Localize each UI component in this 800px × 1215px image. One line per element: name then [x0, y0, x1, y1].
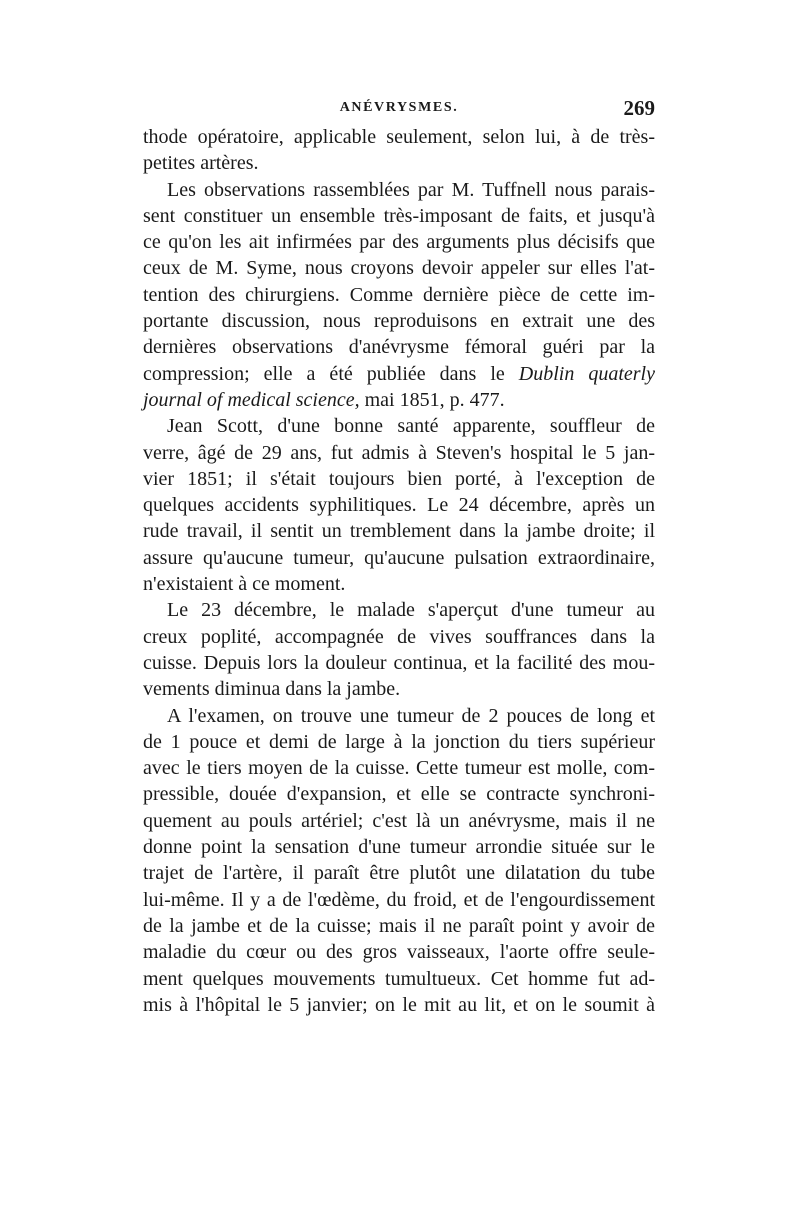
text-line: petites artères.: [143, 152, 259, 175]
text-line: ment quelques mouvements tumultueux. Cet homme fut ad-: [143, 967, 655, 990]
text-line: donne point la sensation d'une tumeur arrondie située sur le: [143, 836, 655, 859]
text-line: de la jambe et de la cuisse; mais il ne paraît point y avoir de: [143, 914, 655, 937]
book-page: [143, 96, 655, 1018]
running-title: ANÉVRYSMES.: [339, 100, 459, 115]
text-line: de 1 pouce et demi de large à la jonction du tiers supérieur: [143, 730, 655, 753]
text-line: thode opératoire, applicable seulement, selon lui, à de très-: [143, 126, 655, 148]
text-segment: mai 1851, p. 477.: [359, 388, 505, 411]
page-number: 269: [623, 96, 655, 120]
text-line: rude travail, il sentit un tremblement dans la jambe droite; il: [143, 520, 655, 543]
text-line: Les observations rassemblées par M. Tuffnell nous parais-: [167, 178, 655, 201]
text-line: lui-même. Il y a de l'œdème, du froid, et de l'engourdissement: [143, 888, 655, 911]
text-line: trajet de l'artère, il paraît être plutôt une dilatation du tube: [143, 862, 655, 885]
text-line: maladie du cœur ou des gros vaisseaux, l'aorte offre seule-: [143, 941, 655, 964]
text-line: ce qu'on les ait infirmées par des arguments plus décisifs que: [143, 231, 655, 254]
journal-title-part: Dublin quaterly: [518, 362, 655, 385]
text-line: dernières observations d'anévrysme fémoral guéri par la: [143, 336, 655, 359]
text-segment: compression; elle a été publiée dans le: [143, 362, 519, 385]
text-line: tention des chirurgiens. Comme dernière pièce de cette im-: [143, 283, 655, 306]
text-line: quement au pouls artériel; c'est là un anévrysme, mais il ne: [143, 809, 655, 832]
text-line: pressible, douée d'expansion, et elle se contracte synchroni-: [143, 783, 655, 806]
text-line: assure qu'aucune tumeur, qu'aucune pulsation extraordinaire,: [143, 546, 655, 569]
text-line: n'existaient à ce moment.: [143, 573, 346, 596]
text-line: creux poplité, accompagnée de vives souffrances dans la: [143, 625, 655, 648]
text-line: vier 1851; il s'était toujours bien porté, à l'exception de: [143, 467, 655, 490]
text-line: vements diminua dans la jambe.: [143, 678, 401, 701]
text-line: cuisse. Depuis lors la douleur continua, et la facilité des mou-: [143, 651, 655, 674]
text-line: mis à l'hôpital le 5 janvier; on le mit au lit, et on le soumit à: [143, 993, 655, 1016]
text-line: verre, âgé de 29 ans, fut admis à Steven's hospital le 5 jan-: [143, 441, 655, 464]
text-line: [143, 361, 655, 387]
running-header: [143, 96, 655, 126]
text-line: portante discussion, nous reproduisons en extrait une des: [143, 310, 655, 333]
text-line: quelques accidents syphilitiques. Le 24 décembre, après un: [143, 494, 655, 517]
text-line: ceux de M. Syme, nous croyons devoir appeler sur elles l'at-: [143, 257, 655, 280]
journal-title-part: journal of medical science,: [143, 388, 360, 411]
text-line: [143, 387, 655, 413]
text-line: avec le tiers moyen de la cuisse. Cette tumeur est molle, com-: [143, 757, 655, 780]
text-line: sent constituer un ensemble très-imposant de faits, et jusqu'à: [143, 204, 655, 227]
text-line: A l'examen, on trouve une tumeur de 2 pouces de long et: [167, 704, 655, 727]
text-line: Jean Scott, d'une bonne santé apparente, souffleur de: [167, 415, 655, 438]
body-text: [143, 124, 655, 1018]
text-line: Le 23 décembre, le malade s'aperçut d'une tumeur au: [167, 599, 655, 622]
